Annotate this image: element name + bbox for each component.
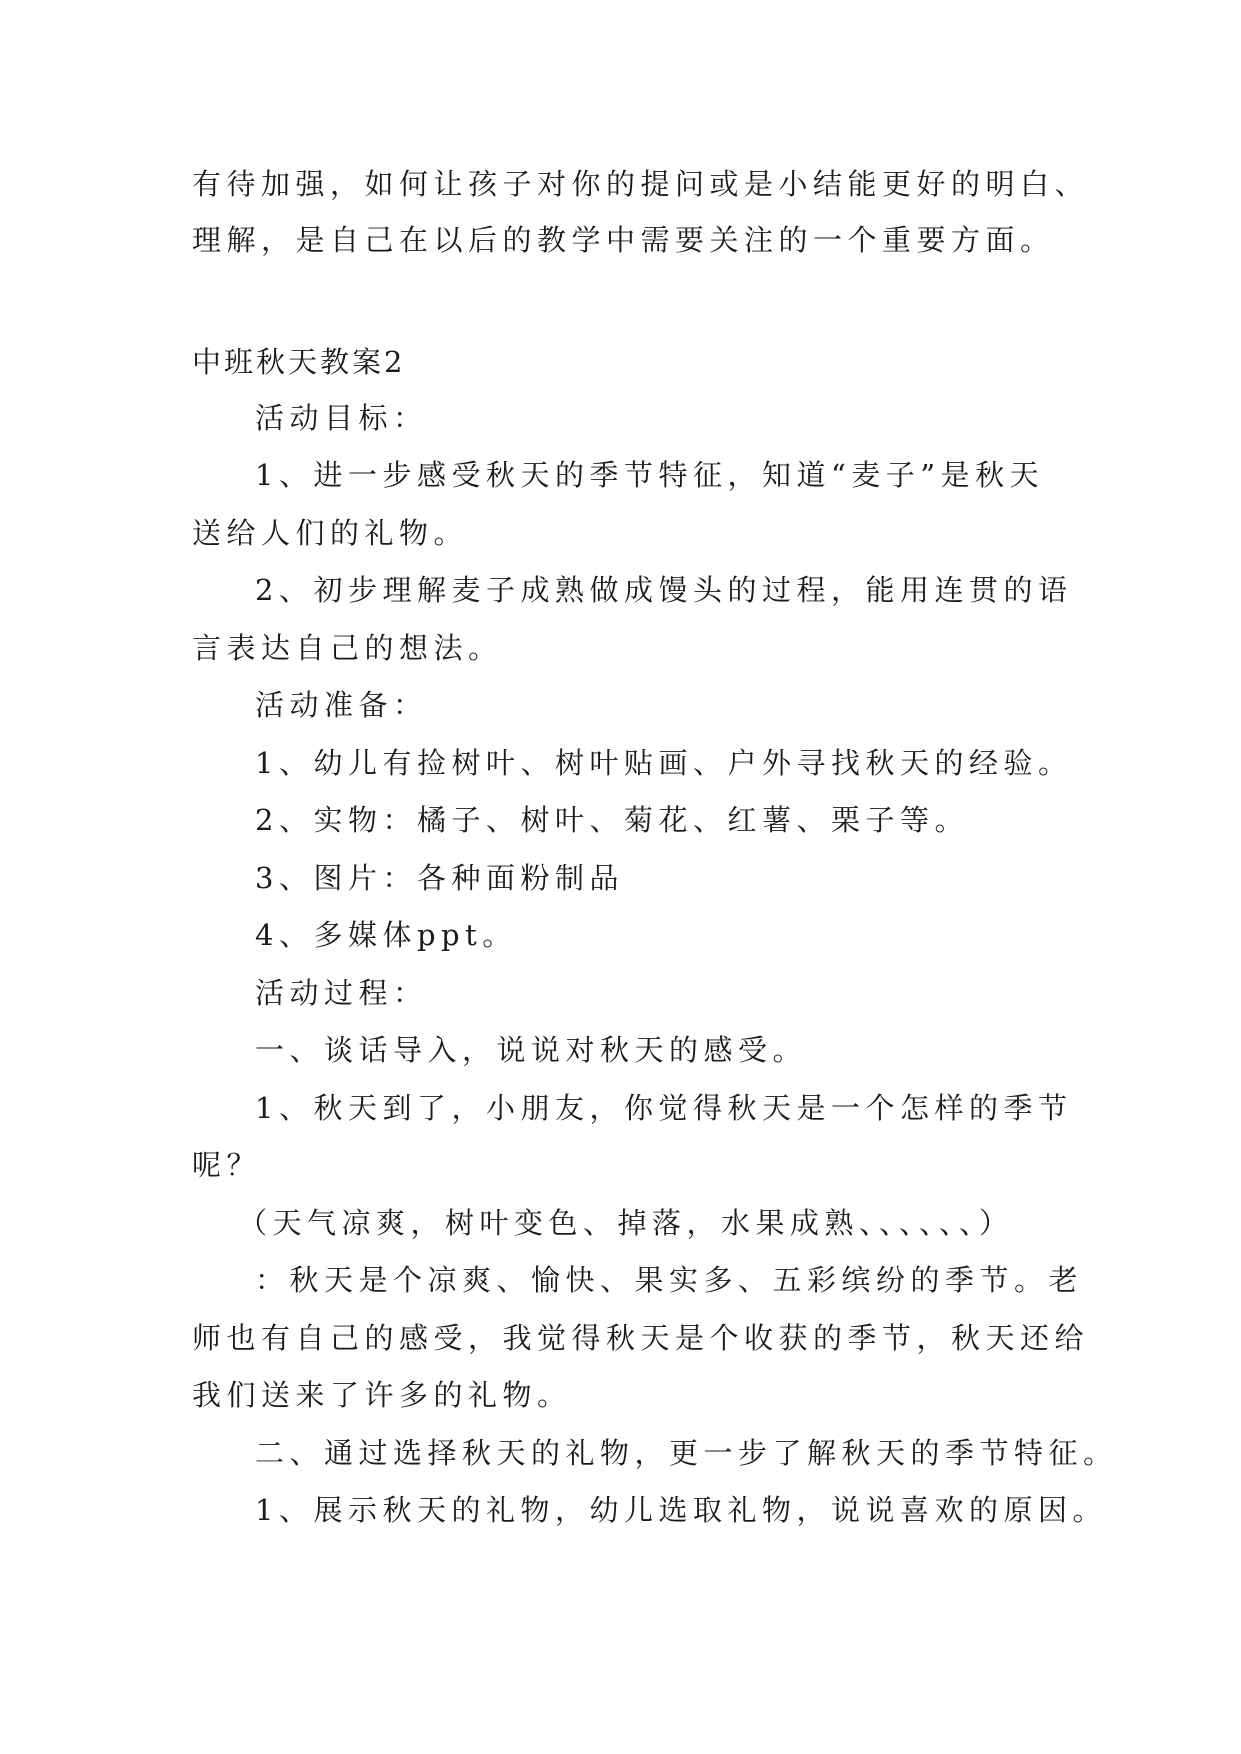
- goal-2-line-1: 2、初步理解麦子成熟做成馒头的过程，能用连贯的语: [255, 573, 1073, 607]
- process-step-2: 二、通过选择秋天的礼物，更一步了解秋天的季节特征。: [255, 1436, 1118, 1470]
- summary-line-2: 师也有自己的感受，我觉得秋天是个收获的季节，秋天还给: [192, 1321, 1090, 1355]
- process-heading: 活动过程：: [255, 976, 428, 1010]
- preparation-item-2: 2、实物：橘子、树叶、菊花、红薯、栗子等。: [255, 803, 969, 837]
- section-title: 中班秋天教案2: [192, 345, 406, 379]
- summary-line-3: 我们送来了许多的礼物。: [192, 1378, 572, 1412]
- preparation-item-4: 4、多媒体ppt。: [255, 918, 517, 952]
- question-1-line-1: 1、秋天到了，小朋友，你觉得秋天是一个怎样的季节: [255, 1091, 1073, 1125]
- summary-line-1: ：秋天是个凉爽、愉快、果实多、五彩缤纷的季节。老: [255, 1263, 1084, 1297]
- preparation-item-3: 3、图片：各种面粉制品: [255, 861, 624, 895]
- preparation-heading: 活动准备：: [255, 688, 428, 722]
- process-step-2-item-1: 1、展示秋天的礼物，幼儿选取礼物，说说喜欢的原因。: [255, 1493, 1107, 1527]
- answer-line: （天气凉爽，树叶变色、掉落，水果成熟、、、、、、）: [238, 1206, 1014, 1240]
- goal-1-line-1: 1、进一步感受秋天的季节特征，知道“麦子”是秋天: [255, 458, 1045, 492]
- goals-heading: 活动目标：: [255, 401, 428, 435]
- question-1-line-2: 呢？: [192, 1148, 262, 1182]
- intro-line-2: 理解，是自己在以后的教学中需要关注的一个重要方面。: [192, 223, 1055, 257]
- intro-line-1: 有待加强，如何让孩子对你的提问或是小结能更好的明白、: [192, 167, 1090, 201]
- goal-2-line-2: 言表达自己的想法。: [192, 631, 503, 665]
- process-step-1: 一、谈话导入，说说对秋天的感受。: [255, 1033, 808, 1067]
- preparation-item-1: 1、幼儿有捡树叶、树叶贴画、户外寻找秋天的经验。: [255, 746, 1073, 780]
- goal-1-line-2: 送给人们的礼物。: [192, 516, 469, 550]
